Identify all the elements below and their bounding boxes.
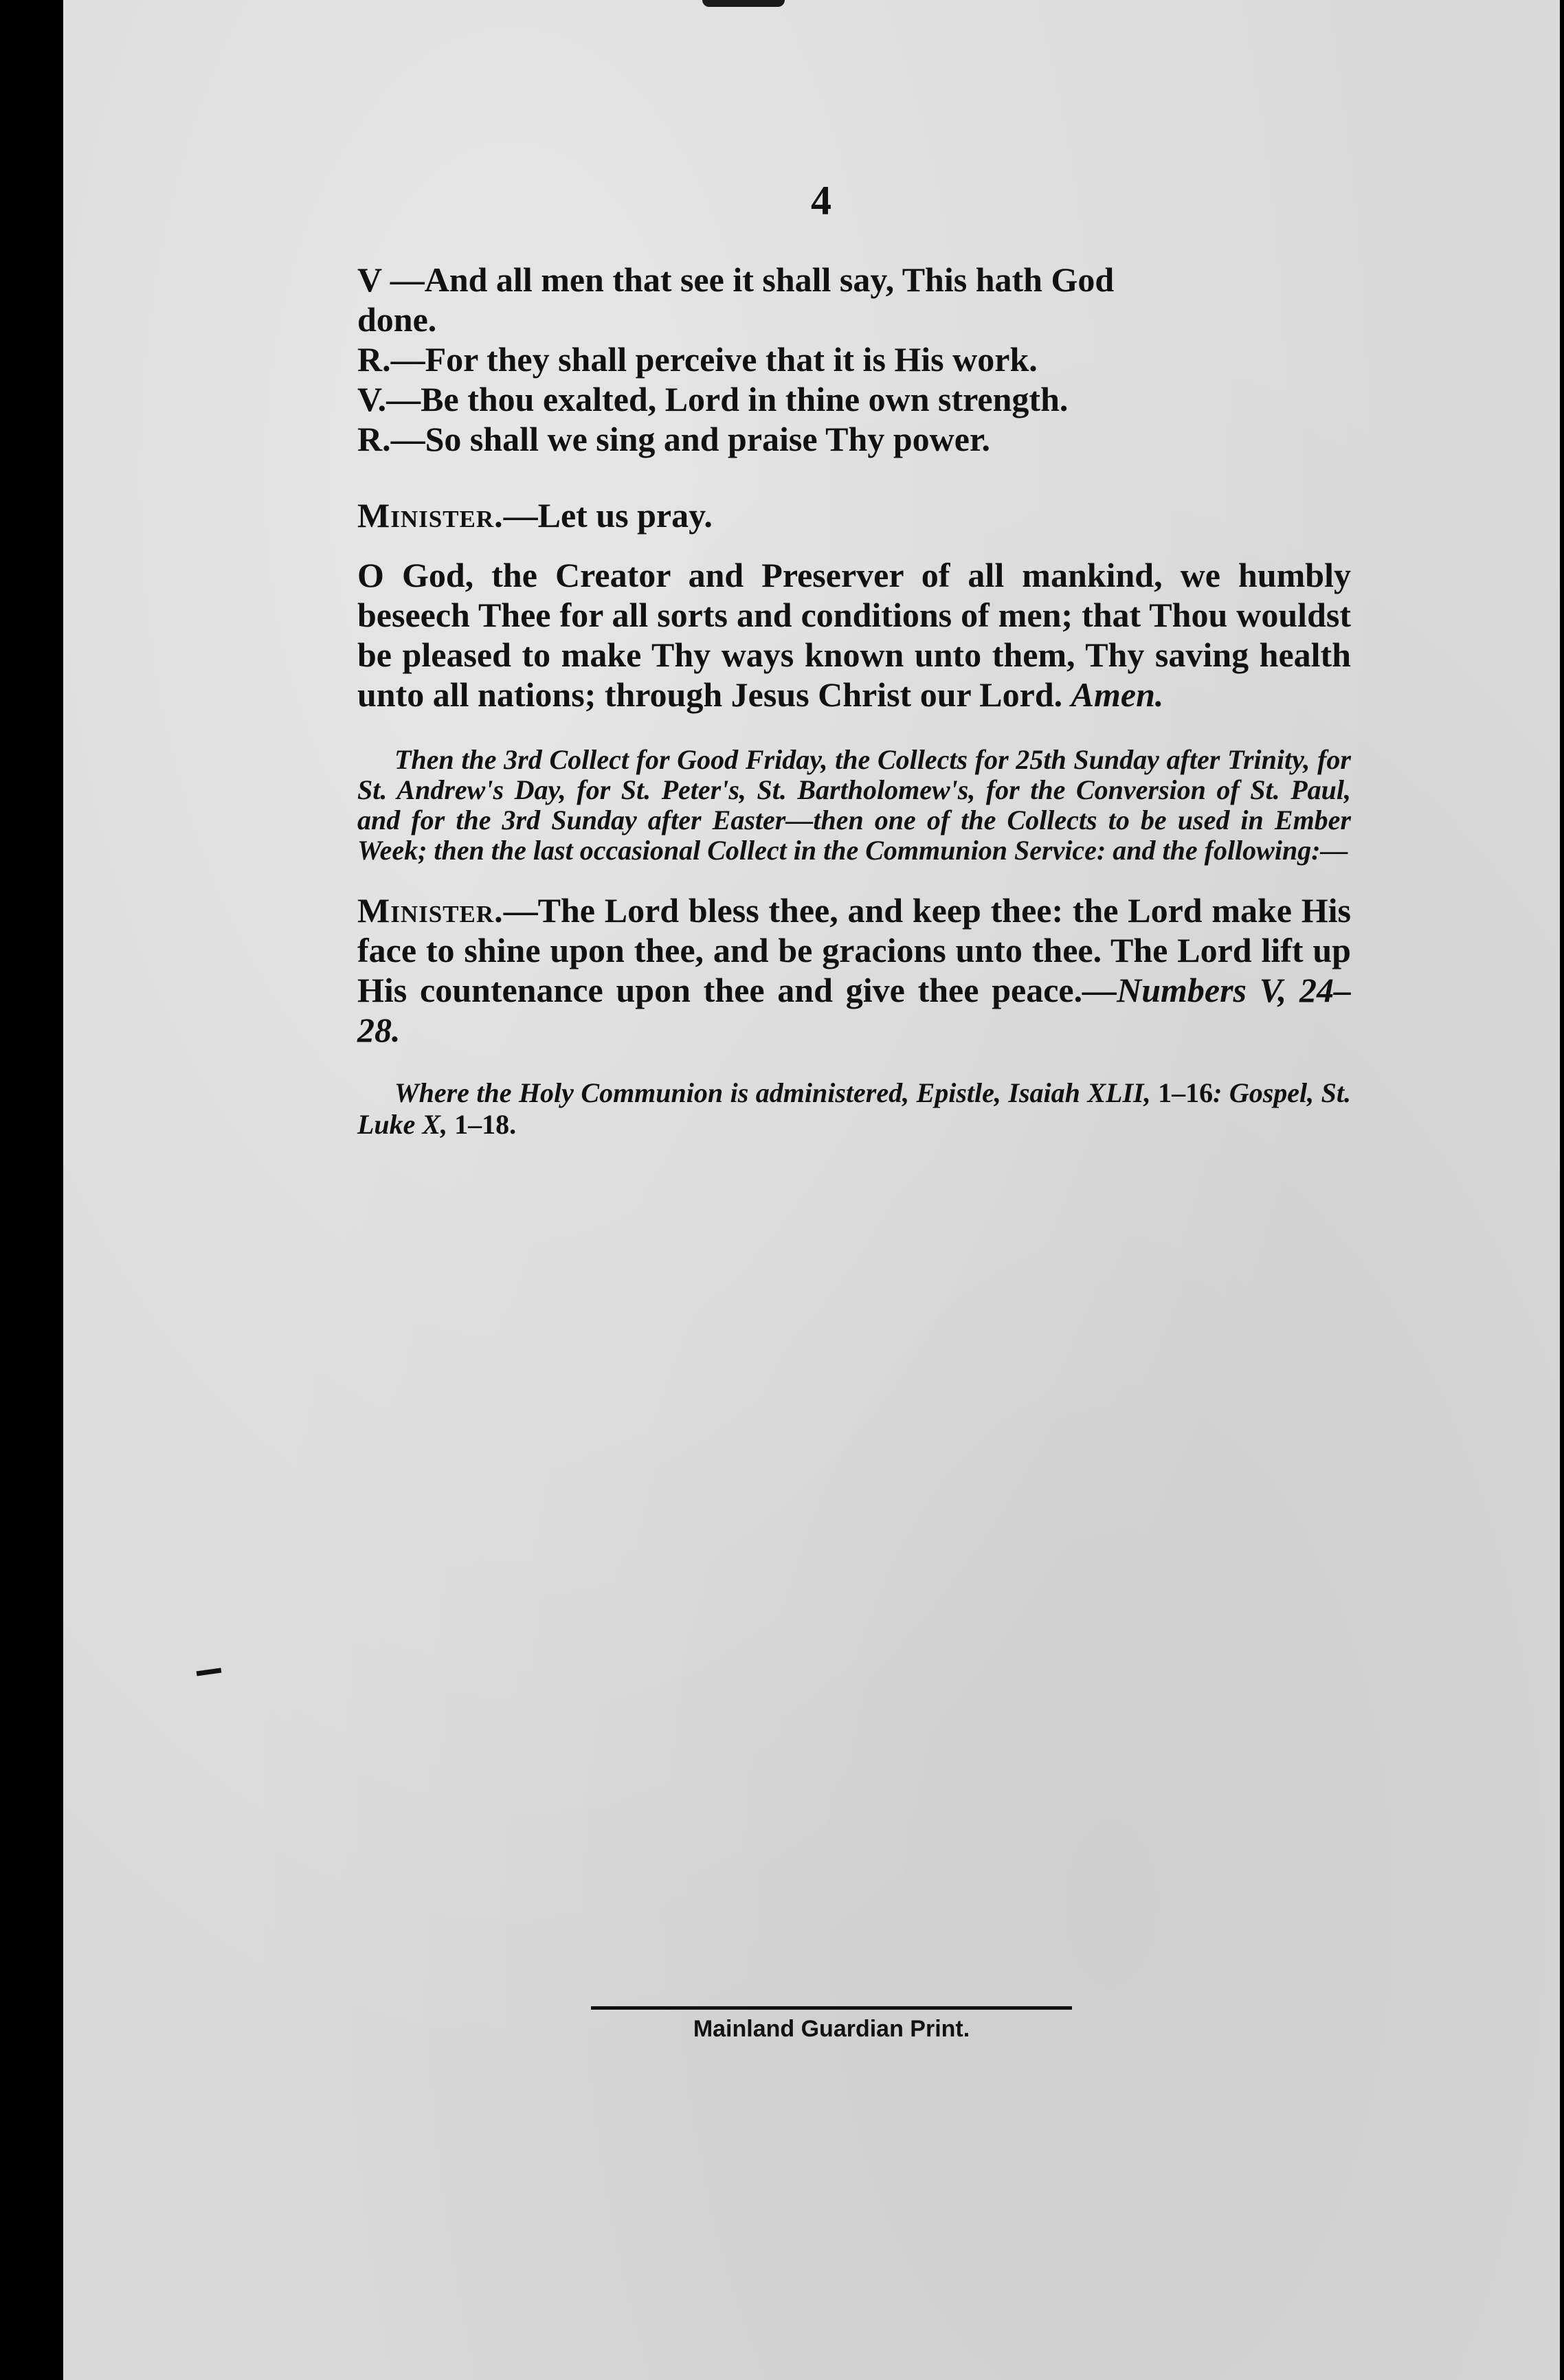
- footer-rule: [591, 2006, 1072, 2010]
- blessing-citation: —Numbers V, 24–28.: [357, 971, 1351, 1049]
- communion-rubric: [357, 1077, 1351, 1141]
- collect-prayer: [357, 555, 1351, 715]
- minister-let-us-pray: [357, 495, 1351, 536]
- minister-label: Minister.: [357, 496, 504, 535]
- versicle-v1-line1: V —And all men that see it shall say, This hath God: [357, 260, 1115, 299]
- collect-prayer-text: O God, the Creator and Preserver of all mankind, we humbly beseech Thee for all sorts and conditions of men; that Thou wouldst be pleased to make Thy ways known unto them, Thy saving health unto all nations; through Jesus Christ our Lord.: [357, 556, 1351, 714]
- communion-gospel: : Gospel, St. Luke X,: [357, 1077, 1351, 1140]
- communion-epistle-ref: 1–16: [1158, 1077, 1214, 1108]
- versicle-v2: V.—Be thou exalted, Lord in thine own strength.: [357, 380, 1069, 418]
- response-r2: R.—So shall we sing and praise Thy power.: [357, 420, 991, 458]
- communion-intro: Where the Holy Communion is administered, Epistle, Isaiah XLII,: [394, 1077, 1151, 1108]
- scan-edge-mark: [702, 0, 785, 7]
- printer-imprint: Mainland Guardian Print.: [693, 2016, 970, 2042]
- blessing-minister-label: Minister.: [357, 891, 504, 930]
- document-body: [357, 260, 1351, 1141]
- response-r1: R.—For they shall perceive that it is His work.: [357, 340, 1038, 379]
- versicle-v1-line2: done.: [357, 300, 437, 339]
- blessing: [357, 890, 1351, 1050]
- blessing-text: —The Lord bless thee, and keep thee: the Lord make His face to shine upon thee, and be gracions unto thee. The Lord lift up His countenance upon thee and give thee peace.: [357, 891, 1351, 1009]
- rubric-collects: Then the 3rd Collect for Good Friday, the Collects for 25th Sunday after Trinity, for St. Andrew's Day, for St. Peter's, St. Bartholomew's, for the Conversion of St. Paul, and for the 3rd Sunday after Easter—then one of the Collects to be used in Ember Week; then the last occasional Collect in the Communion Service: and the following:—: [357, 744, 1351, 866]
- versicle-v1: [357, 260, 1351, 339]
- communion-gospel-ref: 1–18.: [454, 1109, 517, 1140]
- page-number: 4: [811, 178, 831, 223]
- minister-prayer-text: —Let us pray.: [503, 496, 713, 535]
- collect-prayer-amen: Amen.: [1071, 675, 1164, 714]
